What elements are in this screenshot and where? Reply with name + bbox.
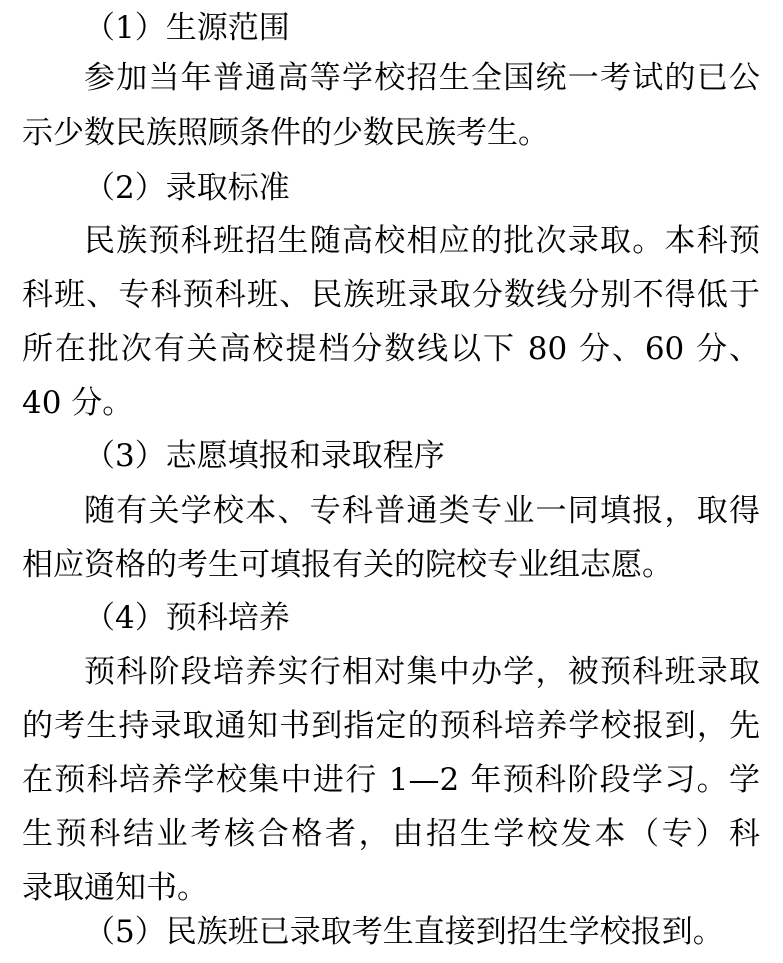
paragraph-line: 预科阶段培养实行相对集中办学，被预科班录取 <box>84 654 760 690</box>
paragraph-line: 在预科培养学校集中进行 1—2 年预科阶段学习。学 <box>22 762 760 798</box>
section-heading-source-range: （1）生源范围 <box>84 10 290 46</box>
paragraph-line: 民族预科班招生随高校相应的批次录取。本科预 <box>84 223 760 259</box>
paragraph-line: 的考生持录取通知书到指定的预科培养学校报到，先 <box>22 708 760 744</box>
paragraph-line: 科班、专科预科班、民族班录取分数线分别不得低于 <box>22 277 760 313</box>
paragraph-line: 参加当年普通高等学校招生全国统一考试的已公 <box>84 60 760 96</box>
paragraph-line: 随有关学校本、专科普通类专业一同填报，取得 <box>84 493 760 529</box>
paragraph-line: 所在批次有关高校提档分数线以下 80 分、60 分、 <box>22 331 760 367</box>
section-heading-application-procedure: （3）志愿填报和录取程序 <box>84 438 445 474</box>
section-heading-admission-standard: （2）录取标准 <box>84 170 290 206</box>
paragraph-line: 生预科结业考核合格者，由招生学校发本（专）科 <box>22 816 760 852</box>
paragraph-line: 示少数民族照顾条件的少数民族考生。 <box>22 115 549 151</box>
paragraph-line: 相应资格的考生可填报有关的院校专业组志愿。 <box>22 547 673 583</box>
section-heading-preparatory-training: （4）预科培养 <box>84 600 290 636</box>
section-heading-ethnic-class: （5）民族班已录取考生直接到招生学校报到。 <box>84 914 724 950</box>
paragraph-line: 录取通知书。 <box>22 870 208 906</box>
paragraph-line: 40 分。 <box>22 385 134 421</box>
